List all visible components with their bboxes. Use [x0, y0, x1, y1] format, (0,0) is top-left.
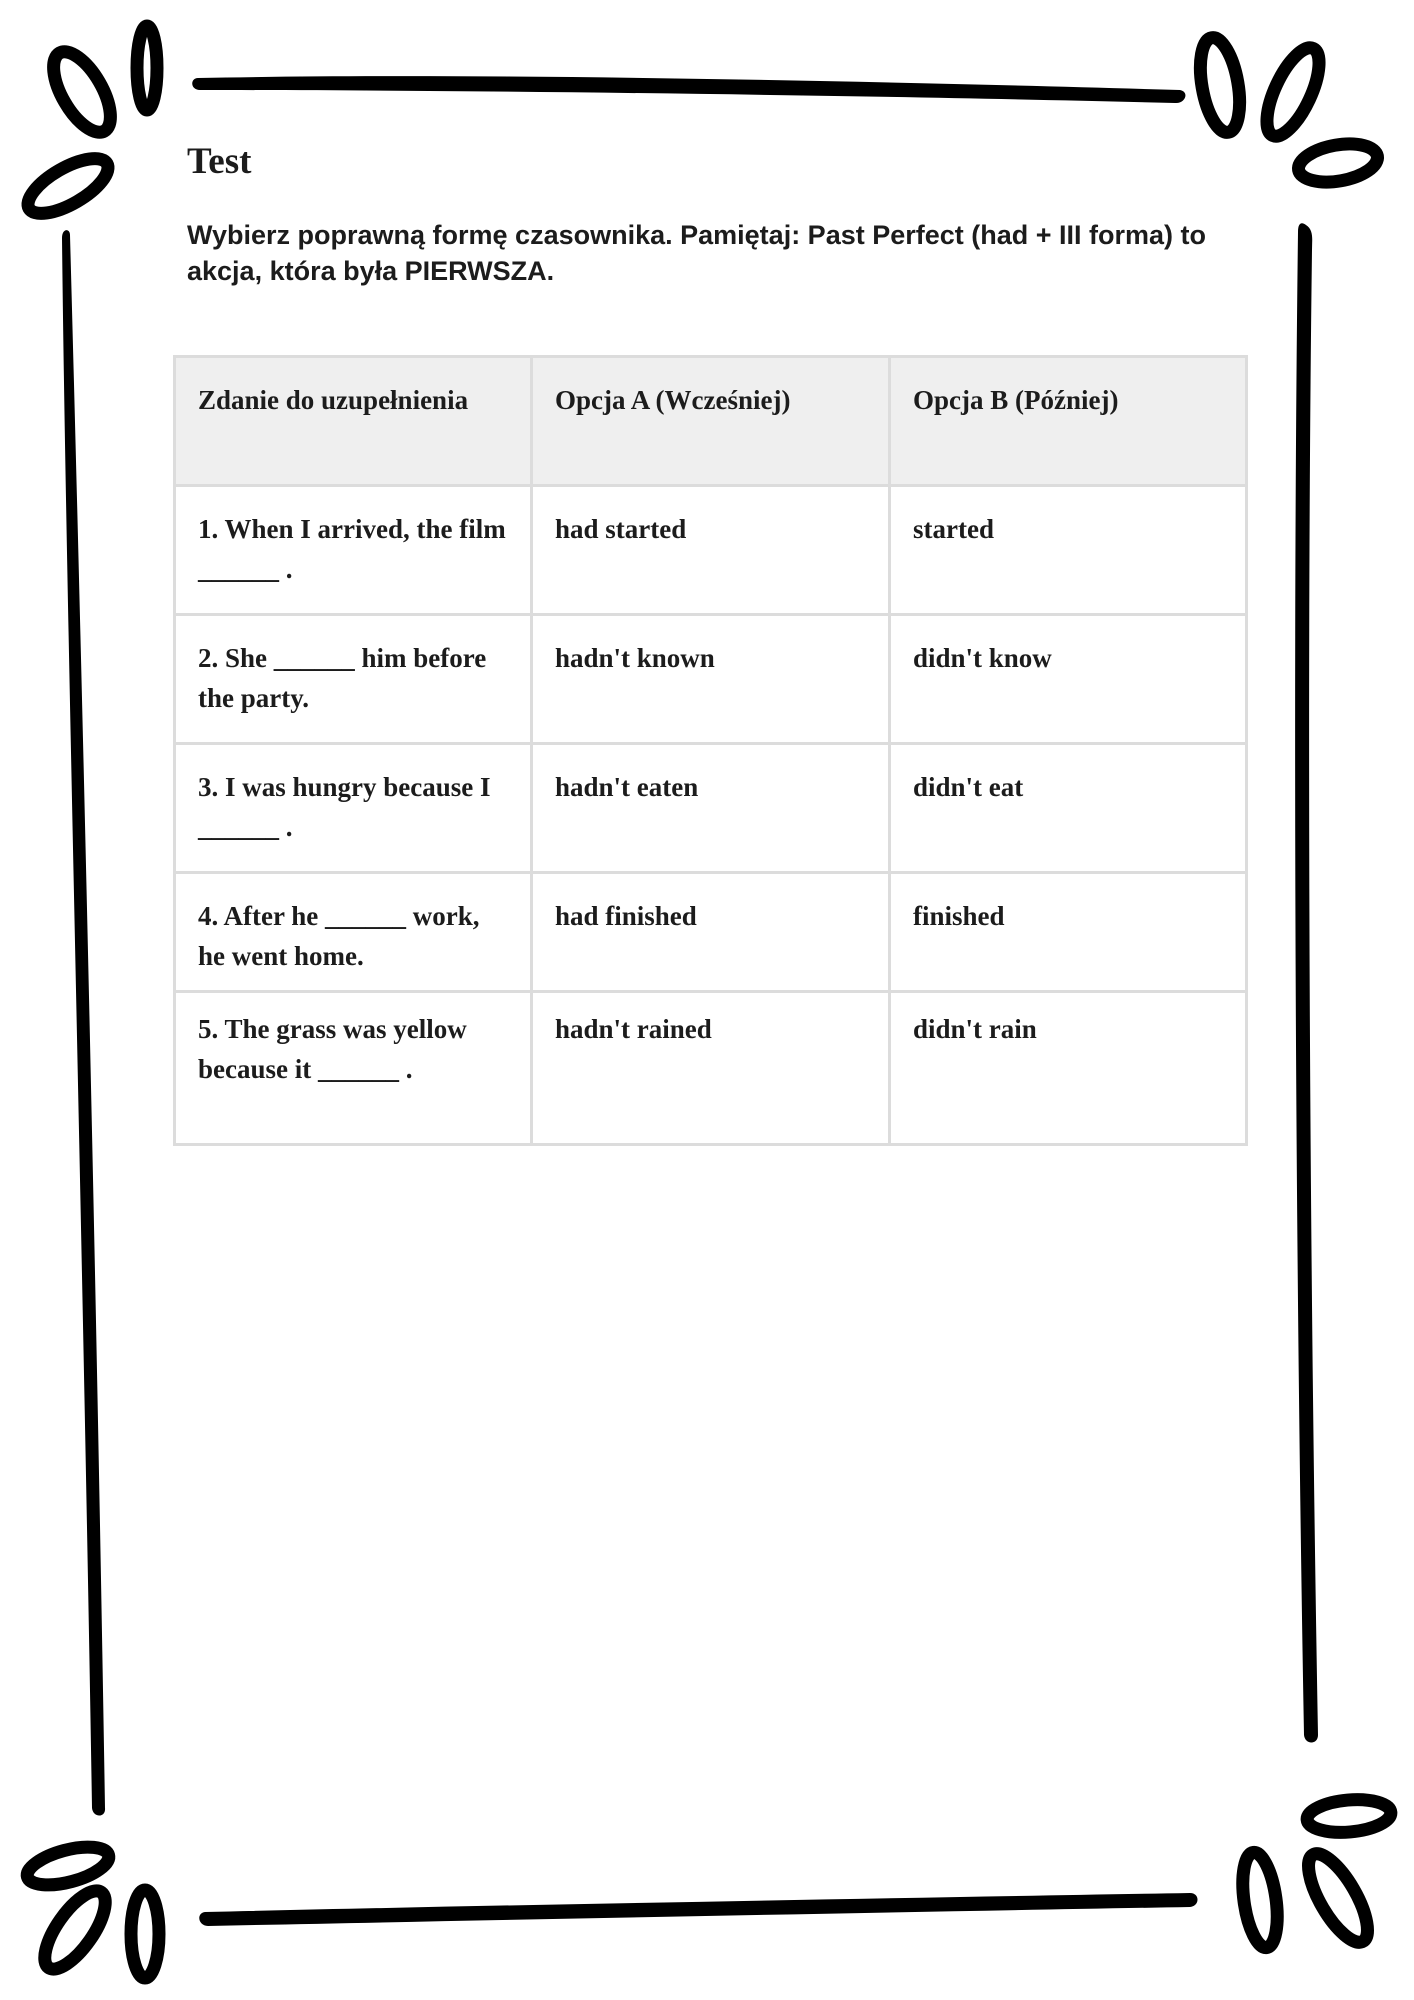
sentence-cell: 3. I was hungry because I ______ . [175, 744, 532, 873]
leaf-cluster-icon [23, 1840, 159, 1978]
leaf-cluster-icon [1194, 35, 1381, 188]
option-b-cell: didn't rain [889, 992, 1246, 1145]
option-a-cell: hadn't rained [531, 992, 889, 1145]
option-a-cell: had started [531, 486, 889, 615]
table-row [175, 615, 1247, 744]
option-b-cell: started [889, 486, 1246, 615]
table-row [175, 486, 1247, 615]
page-title: Test [187, 141, 252, 182]
option-a-cell: hadn't known [531, 615, 889, 744]
sentence-cell: 5. The grass was yellow because it ______ . [175, 992, 532, 1145]
table-row [175, 873, 1247, 992]
leaf-cluster-icon [1237, 1796, 1392, 1950]
frame-right-line [1295, 223, 1318, 1742]
option-b-cell: finished [889, 873, 1246, 992]
option-b-cell: didn't eat [889, 744, 1246, 873]
sentence-cell: 1. When I arrived, the film ______ . [175, 486, 532, 615]
instructions-text: Wybierz poprawną formę czasownika. Pamiętaj: Past Perfect (had + III forma) to akcja, która była PIERWSZA. [187, 220, 1207, 286]
option-a-cell: had finished [531, 873, 889, 992]
frame-top-line [192, 76, 1185, 103]
header-option-b: Opcja B (Później) [889, 357, 1246, 486]
table-row [175, 744, 1247, 873]
sentence-cell: 2. She ______ him before the party. [175, 615, 532, 744]
header-option-a: Opcja A (Wcześniej) [531, 357, 889, 486]
frame-left-line [62, 230, 105, 1815]
table-row [175, 992, 1247, 1145]
option-a-cell: hadn't eaten [531, 744, 889, 873]
frame-bottom-line [199, 1893, 1197, 1926]
option-b-cell: didn't know [889, 615, 1246, 744]
table-header-row [175, 357, 1247, 486]
exercise-table [173, 355, 1248, 1146]
header-sentence: Zdanie do uzupełnienia [175, 357, 532, 486]
sentence-cell: 4. After he ______ work, he went home. [175, 873, 532, 992]
leaf-cluster-icon [20, 26, 157, 224]
